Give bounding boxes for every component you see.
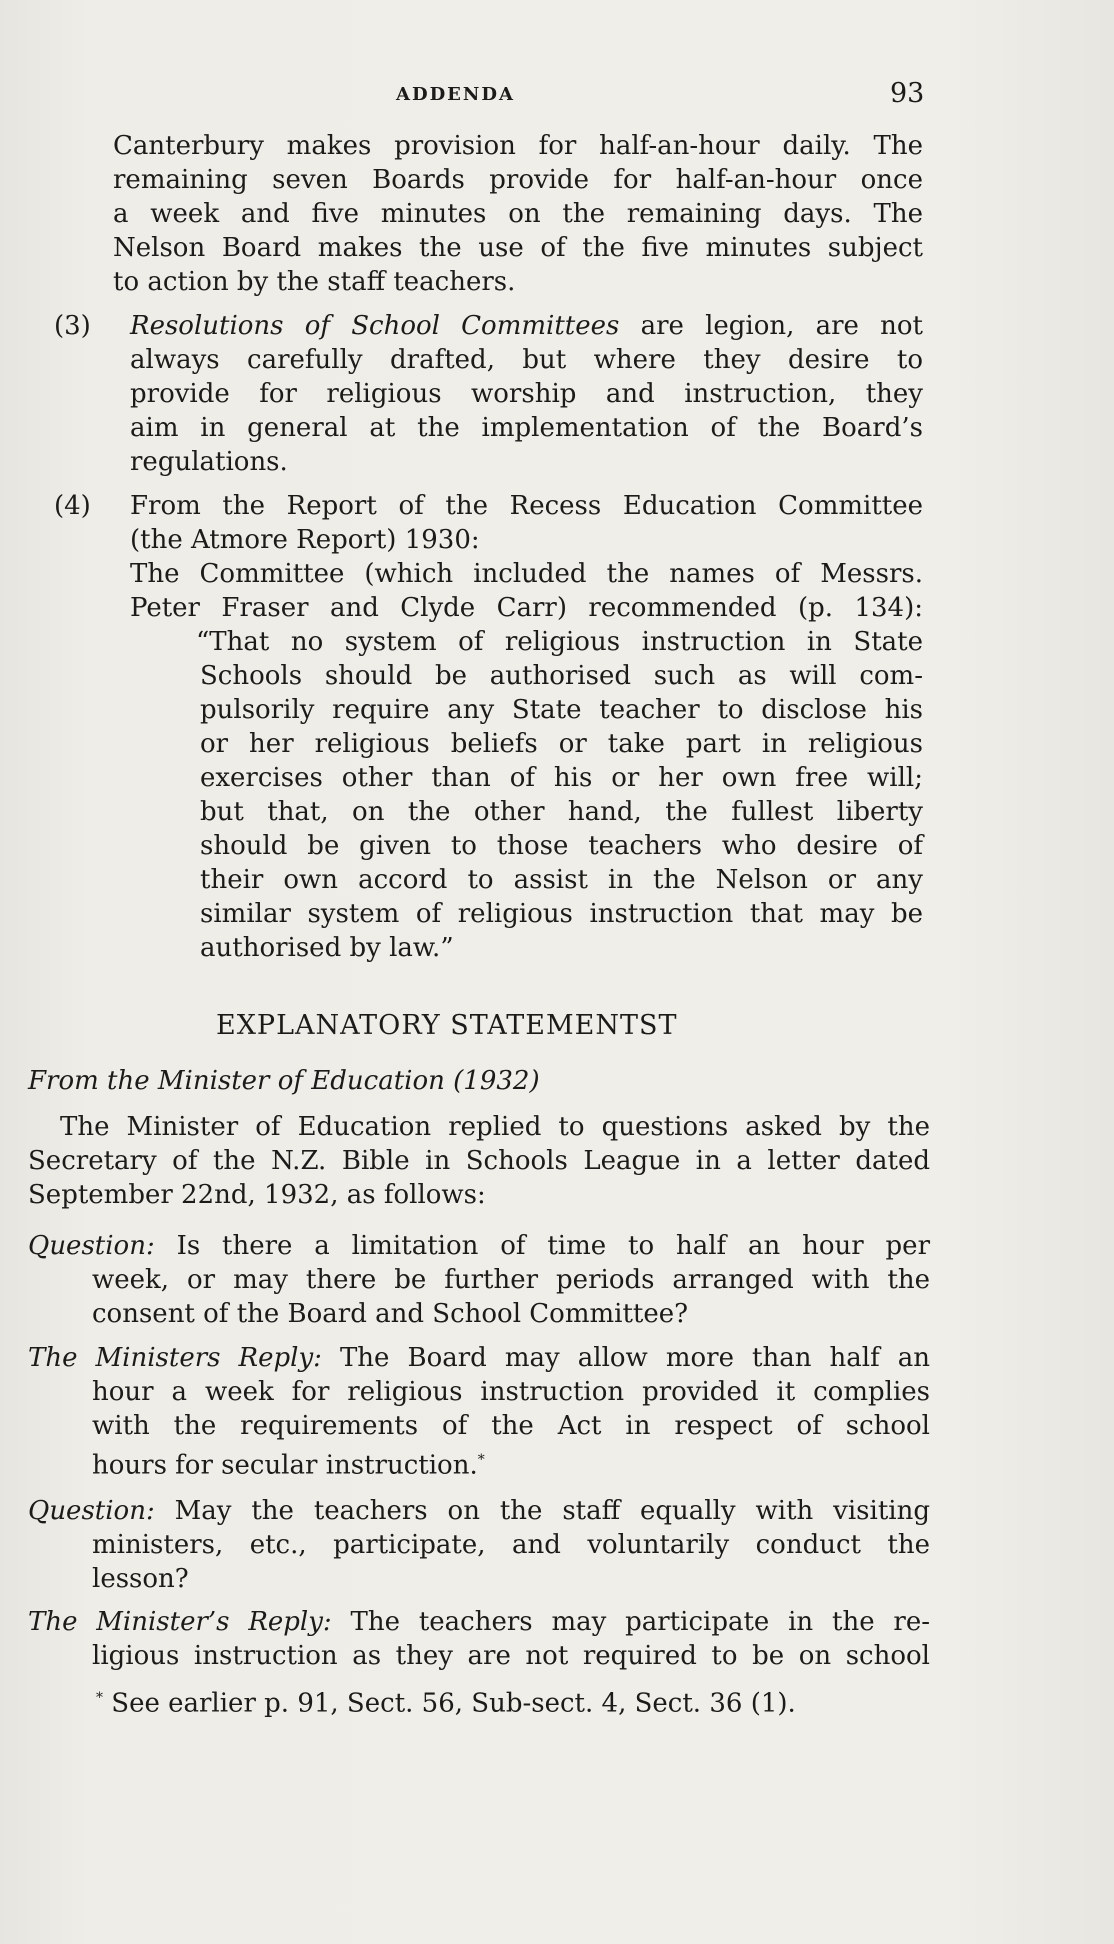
- qa-label: The Minister’s Reply:: [28, 1607, 332, 1637]
- text-line: always carefully drafted, but where they desire to: [130, 345, 923, 375]
- qa-text: The Board may allow more than half an: [321, 1343, 930, 1373]
- page-header: [0, 78, 1114, 118]
- quote-line: Schools should be authorised such as will com-: [200, 661, 923, 691]
- text-line: Nelson Board makes the use of the five minutes subject: [113, 233, 923, 263]
- text-line: with the requirements of the Act in respect of school: [92, 1411, 930, 1441]
- text-line: to action by the staff teachers.: [113, 267, 516, 297]
- item-number: (3): [54, 311, 91, 341]
- qa-label: Question:: [28, 1231, 155, 1261]
- text-line: September 22nd, 1932, as follows:: [28, 1180, 486, 1210]
- text-line: The Committee (which included the names of Messrs.: [130, 559, 923, 589]
- quote-line: exercises other than of his or her own free will;: [200, 763, 923, 793]
- quote-line: but that, on the other hand, the fullest liberty: [200, 797, 923, 827]
- text-line: [28, 1229, 930, 1263]
- subheading: From the Minister of Education (1932): [28, 1066, 540, 1096]
- quote-line: similar system of religious instruction that may be: [200, 899, 923, 929]
- page-number: 93: [890, 78, 925, 109]
- text-line: [28, 1605, 930, 1639]
- text-line: aim in general at the implementation of the Board’s: [130, 413, 923, 443]
- footnote-reference[interactable]: *: [477, 1452, 485, 1468]
- text-line: [92, 1443, 485, 1483]
- item-title: Resolutions of School Committees: [130, 311, 620, 341]
- footnote: [96, 1681, 796, 1721]
- item-text: are legion, are not: [619, 311, 923, 341]
- text-line: ministers, etc., participate, and voluntarily conduct the: [92, 1530, 930, 1560]
- text-line: hour a week for religious instruction provided it complies: [92, 1377, 930, 1407]
- item-number: (4): [54, 491, 91, 521]
- qa-label: The Ministers Reply:: [28, 1343, 322, 1373]
- text-line: week, or may there be further periods arranged with the: [92, 1265, 930, 1295]
- text-line: The Minister of Education replied to questions asked by the: [60, 1112, 930, 1142]
- text-line: ligious instruction as they are not required to be on school: [92, 1641, 930, 1671]
- text-line: remaining seven Boards provide for half-an-hour once: [113, 165, 923, 195]
- qa-text: The teachers may participate in the re-: [331, 1607, 930, 1637]
- quote-line: authorised by law.”: [200, 933, 454, 963]
- quote-line: their own accord to assist in the Nelson or any: [200, 865, 923, 895]
- text-line: a week and five minutes on the remaining days. The: [113, 199, 923, 229]
- qa-label: Question:: [28, 1496, 155, 1526]
- text-line: provide for religious worship and instruction, they: [130, 379, 923, 409]
- quote-line: or her religious beliefs or take part in religious: [200, 729, 923, 759]
- section-heading: EXPLANATORY STATEMENTST: [216, 1010, 678, 1041]
- text-line: [28, 1494, 930, 1528]
- text-line: From the Report of the Recess Education Committee: [130, 491, 923, 521]
- text-line: lesson?: [92, 1564, 189, 1594]
- text-line: Peter Fraser and Clyde Carr) recommended (p. 134):: [130, 593, 923, 623]
- text-line: [28, 1341, 930, 1375]
- text-line: [130, 309, 923, 343]
- qa-text: Is there a limitation of time to half an hour per: [154, 1231, 930, 1261]
- qa-text: May the teachers on the staff equally with visiting: [154, 1496, 930, 1526]
- text-line: Secretary of the N.Z. Bible in Schools League in a letter dated: [28, 1146, 930, 1176]
- text-line: consent of the Board and School Committee?: [92, 1299, 689, 1329]
- quote-line: pulsorily require any State teacher to disclose his: [200, 695, 923, 725]
- quote-line: “That no system of religious instruction in State: [196, 627, 923, 657]
- footnote-text: See earlier p. 91, Sect. 56, Sub-sect. 4, Sect. 36 (1).: [103, 1688, 796, 1719]
- text-line: (the Atmore Report) 1930:: [130, 525, 480, 555]
- running-head: ADDENDA: [396, 84, 515, 105]
- quote-line: should be given to those teachers who desire of: [200, 831, 923, 861]
- text-line: Canterbury makes provision for half-an-hour daily. The: [113, 131, 923, 161]
- text-line: regulations.: [130, 447, 288, 477]
- footnote-mark: *: [96, 1690, 103, 1706]
- text-line-content: hours for secular instruction.: [92, 1450, 478, 1481]
